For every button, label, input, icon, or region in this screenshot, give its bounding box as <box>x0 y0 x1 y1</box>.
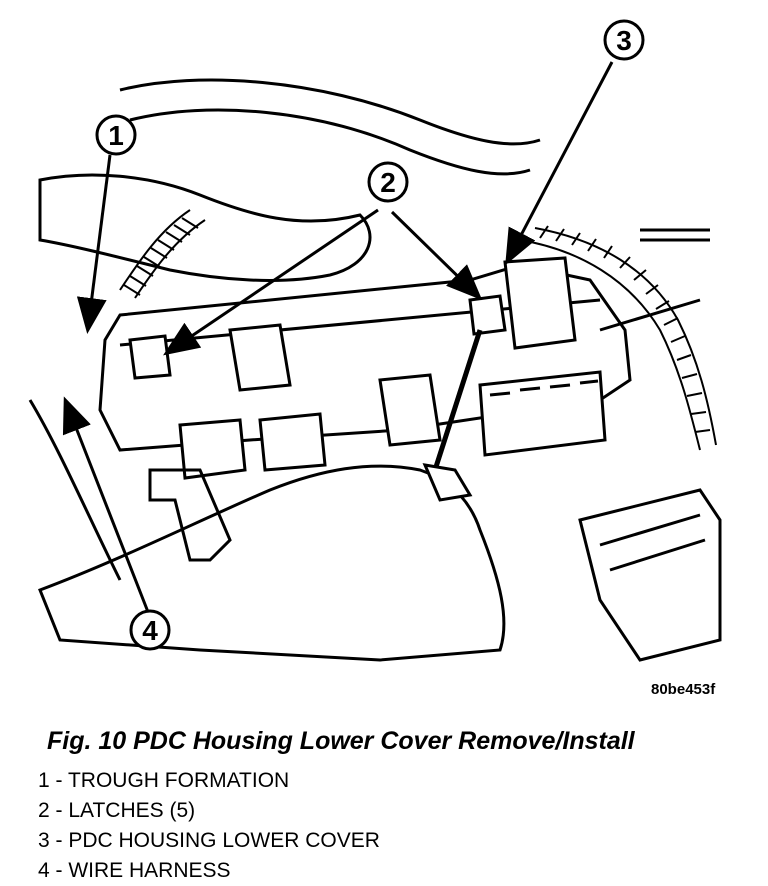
legend <box>38 766 380 886</box>
svg-text:3: 3 <box>616 25 632 56</box>
legend-item: 4 - WIRE HARNESS <box>38 859 231 882</box>
legend-item: 3 - PDC HOUSING LOWER COVER <box>38 829 380 852</box>
legend-item: 1 - TROUGH FORMATION <box>38 769 290 792</box>
callout-2 <box>369 163 407 201</box>
legend-item: 2 - LATCHES (5) <box>38 799 196 822</box>
pdc-housing-lower-cover <box>100 258 630 478</box>
lower-hand <box>40 466 504 660</box>
svg-text:4: 4 <box>142 615 158 646</box>
svg-text:1: 1 <box>108 120 124 151</box>
image-code: 80be453f <box>651 681 716 698</box>
upper-hand <box>40 175 370 280</box>
callout-4 <box>131 611 169 649</box>
callout-3 <box>605 21 643 59</box>
figure-caption: Fig. 10 PDC Housing Lower Cover Remove/Install <box>47 727 635 755</box>
leader-3 <box>508 62 612 260</box>
svg-text:2: 2 <box>380 167 396 198</box>
upper-hose <box>120 80 540 174</box>
callout-1 <box>97 116 135 154</box>
